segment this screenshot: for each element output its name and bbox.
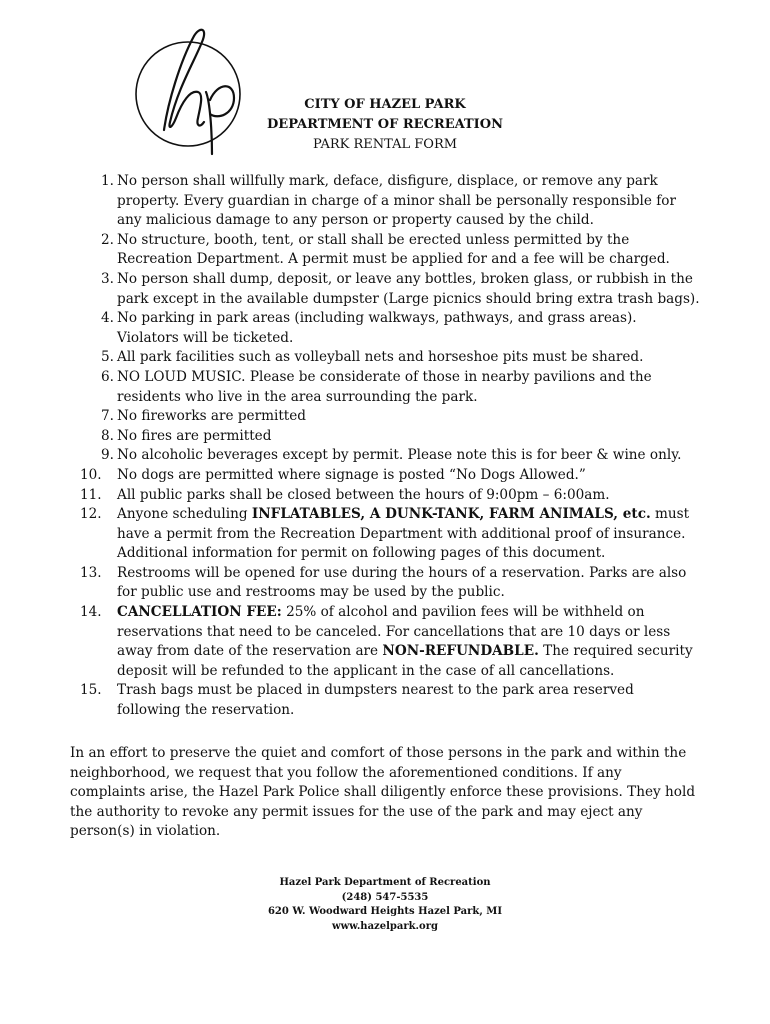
rule-item: [80, 681, 700, 720]
rule-number: 4.: [101, 310, 114, 327]
rule-text: NO LOUD MUSIC. Please be considerate of those in nearby pavilions and the residents who live in the area surrounding the park.: [117, 368, 652, 405]
rule-text: No parking in park areas (including walkways, pathways, and grass areas). Violators will be ticketed.: [117, 310, 637, 346]
rule-number: 2.: [101, 231, 114, 248]
rule-text-pre: Anyone scheduling: [117, 506, 252, 523]
rule-number: 13.: [80, 564, 102, 581]
footer-address: 620 W. Woodward Heights Hazel Park, MI: [267, 906, 503, 917]
rule-number: 11.: [80, 486, 102, 503]
rule-number: 6.: [101, 368, 114, 385]
rule-text: No dogs are permitted where signage is posted “No Dogs Allowed.”: [117, 466, 586, 483]
footer-website: www.hazelpark.org: [332, 920, 438, 932]
rule-number: 15.: [80, 682, 102, 699]
rule-item: [80, 446, 700, 466]
cancellation-fee-label: CANCELLATION FEE:: [117, 604, 282, 621]
rule-item: [80, 427, 700, 447]
rule-text: All public parks shall be closed between the hours of 9:00pm – 6:00am.: [117, 486, 610, 503]
rule-item: [80, 466, 700, 486]
footer-contact: [0, 876, 770, 934]
rule-number: 1.: [101, 173, 114, 189]
rule-item: [80, 603, 700, 681]
rule-item: [80, 486, 700, 506]
rule-text-mid: 25% of alcohol and pavilion fees will be withheld on reservations that need to be canceled. For cancellations that are 10 days or less away from date of the reservation are: [117, 604, 671, 660]
rule-text: No fireworks are permitted: [117, 408, 306, 425]
footer-phone: (248) 547-5535: [341, 891, 429, 903]
rule-number: 14.: [80, 604, 102, 621]
rule-item: [80, 309, 700, 348]
rule-text: Trash bags must be placed in dumpsters nearest to the park area reserved following the reservation.: [117, 682, 634, 719]
rule-item: [80, 172, 700, 231]
rule-item: [80, 348, 700, 368]
rule-item: [80, 231, 700, 270]
rule-text: No alcoholic beverages except by permit. Please note this is for beer & wine only.: [117, 447, 682, 464]
rule-text: No structure, booth, tent, or stall shall be erected unless permitted by the Recreation Department. A permit must be applied for and a fee will be charged.: [117, 231, 670, 268]
rule-text-post: The required security deposit will be refunded to the applicant in the case of all cancellations.: [117, 643, 693, 679]
form-title: PARK RENTAL FORM: [312, 137, 458, 152]
rule-text: No person shall dump, deposit, or leave any bottles, broken glass, or rubbish in the park except in the available dumpster (Large picnics should bring extra trash bags).: [117, 270, 700, 307]
rules-list: [80, 172, 700, 721]
rule-item: [80, 564, 700, 603]
rule-number: 8.: [101, 427, 114, 444]
rule-number: 5.: [101, 349, 114, 366]
rule-number: 7.: [101, 408, 114, 425]
closing-paragraph: In an effort to preserve the quiet and comfort of those persons in the park and within the neighborhood, we request that you follow the aforementioned conditions. If any complaints arise, the Hazel Park Police shall diligently enforce these provisions. They hold the authority to revoke any permit issues for the use of the park and may eject any person(s) in violation.: [70, 745, 696, 840]
document-header: [0, 95, 770, 155]
city-title: CITY OF HAZEL PARK: [304, 97, 466, 112]
rule-text: No fires are permitted: [117, 427, 272, 444]
department-title: DEPARTMENT OF RECREATION: [267, 117, 503, 132]
footer-org: Hazel Park Department of Recreation: [279, 877, 491, 888]
rule-text: Restrooms will be opened for use during the hours of a reservation. Parks are also for public use and restrooms may be used by the public.: [117, 564, 687, 601]
rule-text: No person shall willfully mark, deface, disfigure, displace, or remove any park property. Every guardian in charge of a minor shall be personally responsible for any malicious damage to any person or property caused by the child.: [117, 173, 676, 229]
rule-number: 10.: [80, 466, 102, 483]
rule-item: [80, 407, 700, 427]
non-refundable-label: NON-REFUNDABLE.: [382, 643, 539, 660]
rule-item: [80, 368, 700, 407]
rule-number: 3.: [101, 270, 114, 287]
rule-text-post: must have a permit from the Recreation Department with additional proof of insurance. Additional information for permit on following pages of this document.: [117, 506, 690, 562]
rule-item: [80, 270, 700, 309]
rule-number: 9.: [101, 447, 114, 464]
rule-number: 12.: [80, 506, 102, 523]
rule-text-bold: INFLATABLES, A DUNK-TANK, FARM ANIMALS, etc.: [251, 506, 651, 523]
rule-text: All park facilities such as volleyball nets and horseshoe pits must be shared.: [117, 349, 644, 366]
rule-item: [80, 505, 700, 564]
